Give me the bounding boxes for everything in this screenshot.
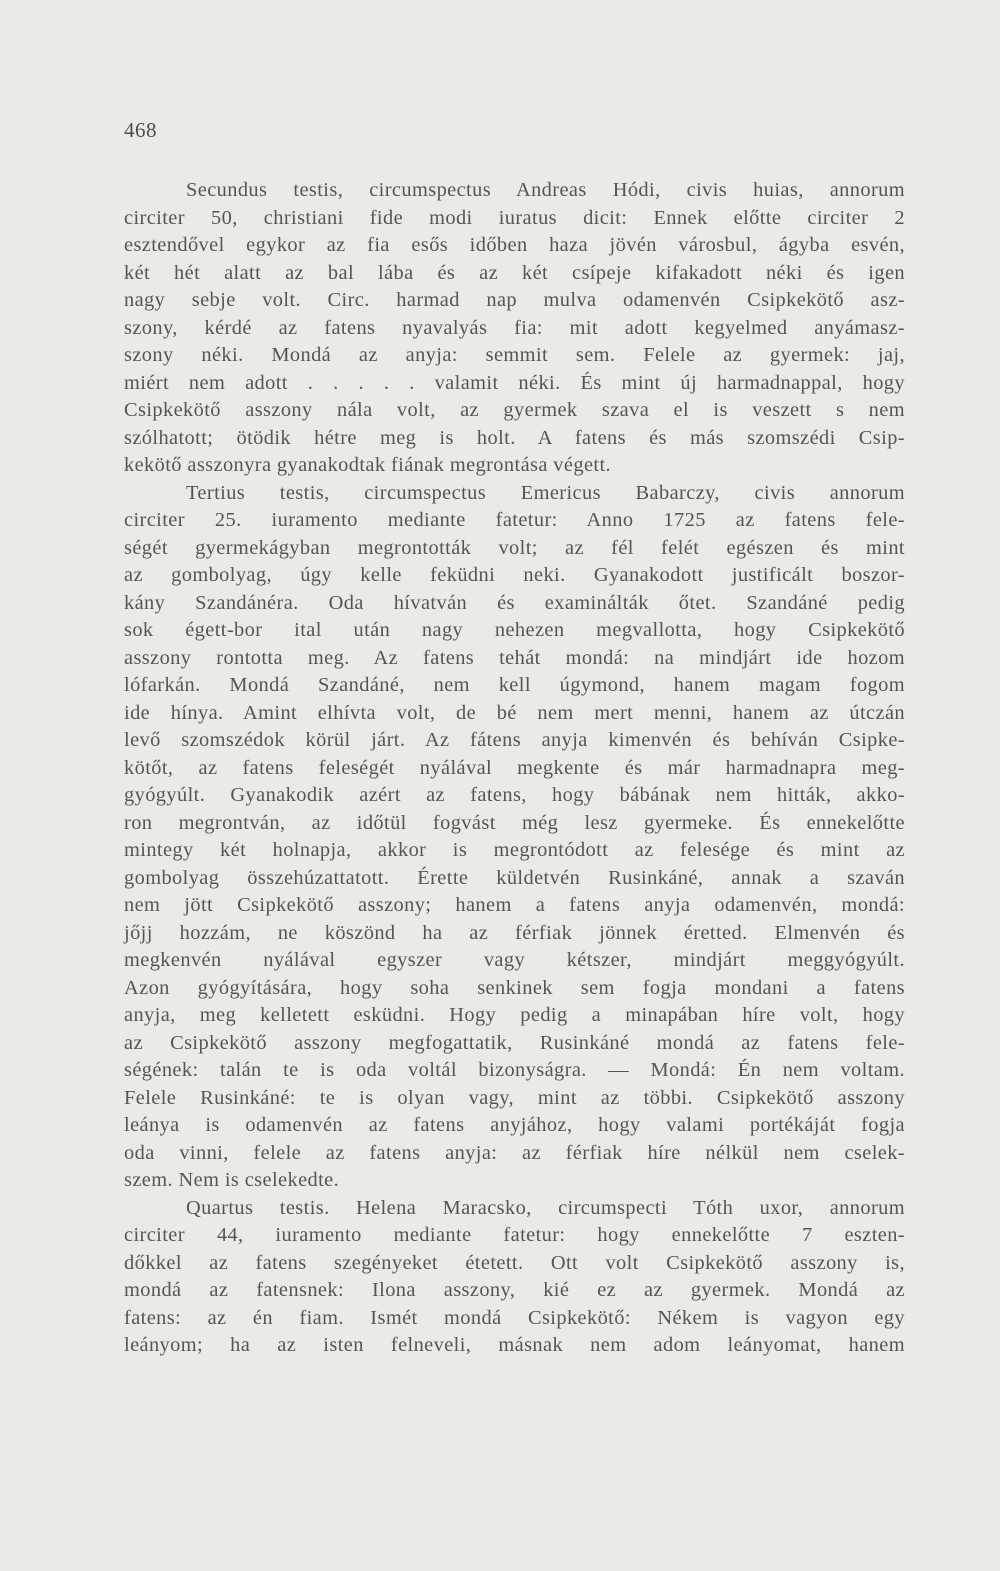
text-line: dőkkel az fatens szegényeket étetett. Ott volt Csipkekötő asszony is, bbox=[124, 1251, 905, 1274]
text-line: gyógyúlt. Gyanakodik azért az fatens, hogy bábának nem hitták, akko- bbox=[124, 784, 905, 806]
text-line: ide hínya. Amint elhívta volt, de bé nem mert menni, hanem az útczán bbox=[124, 701, 905, 724]
body-text bbox=[124, 177, 905, 1360]
text-line: szony néki. Mondá az anyja: semmit sem. Felele az gyermek: jaj, bbox=[124, 344, 905, 366]
text-line: fatens: az én fiam. Ismét mondá Csipkekötő: Nékem is vagyon egy bbox=[124, 1306, 905, 1329]
text-line: ségének: talán te is oda voltál bizonyságra. — Mondá: Én nem voltam. bbox=[124, 1059, 905, 1081]
text-line: leánya is odamenvén az fatens anyjához, hogy valami portékáját fogja bbox=[124, 1114, 905, 1136]
text-line: leányom; ha az isten felneveli, másnak nem adom leányomat, hanem bbox=[124, 1334, 905, 1356]
text-line: jőjj hozzám, ne köszönd ha az férfiak jönnek éretted. Elmenvén és bbox=[124, 921, 905, 944]
text-line: levő szomszédok körül járt. Az fátens anyja kimenvén és behíván Csipke- bbox=[124, 729, 905, 751]
text-line: asszony rontotta meg. Az fatens tehát mondá: na mindjárt ide hozom bbox=[124, 646, 905, 669]
text-line: Csipkekötő asszony nála volt, az gyermek szava el is veszett s nem bbox=[124, 399, 905, 421]
paragraph bbox=[124, 1195, 905, 1360]
text-line: esztendővel egykor az fia esős időben haza jövén városbul, ágyba esvén, bbox=[124, 234, 905, 256]
page-number: 468 bbox=[124, 118, 157, 142]
text-line: oda vinni, felele az fatens anyja: az férfiak híre nélkül nem cselek- bbox=[124, 1141, 905, 1164]
text-line: Secundus testis, circumspectus Andreas Hódi, civis huias, annorum bbox=[186, 179, 905, 201]
text-line: lófarkán. Mondá Szandáné, nem kell úgymond, hanem magam fogom bbox=[124, 674, 905, 696]
text-line: anyja, meg kelletett esküdni. Hogy pedig a minapában híre volt, hogy bbox=[124, 1004, 905, 1026]
paragraph bbox=[124, 177, 905, 480]
text-line: nem jött Csipkekötő asszony; hanem a fatens anyja odamenvén, mondá: bbox=[124, 894, 905, 916]
text-line: sok égett-bor ital után nagy nehezen megvallotta, hogy Csipkekötő bbox=[124, 619, 905, 641]
text-line: miért nem adott . . . . . valamit néki. És mint új harmadnappal, hogy bbox=[124, 371, 905, 394]
paragraph bbox=[124, 480, 905, 1195]
text-line: két hét alatt az bal lába és az két csípeje kifakadott néki és igen bbox=[124, 261, 905, 284]
text-line: szony, kérdé az fatens nyavalyás fia: mit adott kegyelmed anyámasz- bbox=[124, 316, 905, 339]
text-line: ségét gyermekágyban megrontották volt; az fél felét egészen és mint bbox=[124, 536, 905, 559]
text-line: mondá az fatensnek: Ilona asszony, kié ez az gyermek. Mondá az bbox=[124, 1279, 905, 1301]
text-line: kekötő asszonyra gyanakodtak fiának megrontása végett. bbox=[124, 454, 612, 476]
text-line: Tertius testis, circumspectus Emericus Babarczy, civis annorum bbox=[186, 481, 905, 504]
text-line: circiter 50, christiani fide modi iuratus dicit: Ennek előtte circiter 2 bbox=[124, 206, 905, 229]
text-line: az gombolyag, úgy kelle feküdni neki. Gyanakodott justificált boszor- bbox=[124, 564, 905, 586]
text-line: megkenvén nyálával egyszer vagy kétszer, mindjárt meggyógyúlt. bbox=[124, 949, 905, 971]
text-line: mintegy két holnapja, akkor is megrontódott az felesége és mint az bbox=[124, 839, 905, 861]
text-line: az Csipkekötő asszony megfogattatik, Rusinkáné mondá az fatens fele- bbox=[124, 1031, 905, 1054]
text-line: szem. Nem is cselekedte. bbox=[124, 1169, 340, 1191]
text-line: ron megrontván, az időtül fogvást még lesz gyermeke. És ennekelőtte bbox=[124, 811, 905, 834]
text-line: circiter 25. iuramento mediante fatetur: Anno 1725 az fatens fele- bbox=[124, 509, 905, 531]
text-line: nagy sebje volt. Circ. harmad nap mulva odamenvén Csipkekötő asz- bbox=[124, 289, 905, 311]
text-line: Felele Rusinkáné: te is olyan vagy, mint az többi. Csipkekötő asszony bbox=[124, 1086, 905, 1109]
text-line: gombolyag összehúzattatott. Érette küldetvén Rusinkáné, annak a szaván bbox=[124, 866, 905, 889]
text-line: kötőt, az fatens feleségét nyálával megkente és már harmadnapra meg- bbox=[124, 756, 905, 779]
text-line: Quartus testis. Helena Maracsko, circumspecti Tóth uxor, annorum bbox=[186, 1196, 905, 1219]
text-line: szólhatott; ötödik hétre meg is holt. A fatens és más szomszédi Csip- bbox=[124, 426, 905, 449]
text-line: Azon gyógyítására, hogy soha senkinek sem fogja mondani a fatens bbox=[124, 976, 905, 999]
text-line: kány Szandánéra. Oda hívatván és examinálták őtet. Szandáné pedig bbox=[124, 591, 905, 614]
text-line: circiter 44, iuramento mediante fatetur: hogy ennekelőtte 7 eszten- bbox=[124, 1224, 905, 1246]
